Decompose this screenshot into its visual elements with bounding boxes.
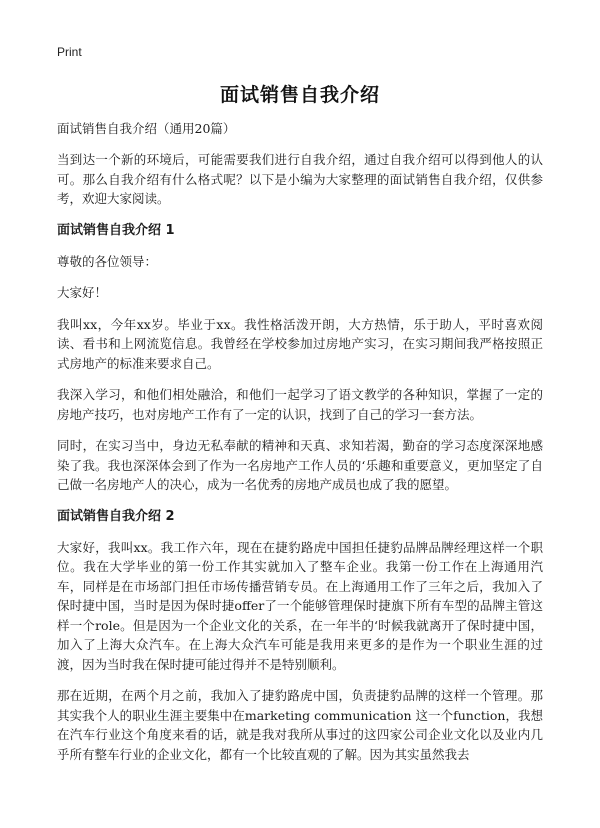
paragraph: 同时，在实习当中，身边无私奉献的精神和天真、求知若渴，勤奋的学习态度深深地感染了我。我也深深体会到了作为一名房地产工作人员的‘乐趣和重要意义，更加坚定了自己做一名房地产人的决心，成为一名优秀的房地产成员也成了我的愿望。 xyxy=(57,438,543,492)
section-heading: 面试销售自我介绍 2 xyxy=(57,508,175,524)
section-heading: 面试销售自我介绍 1 xyxy=(57,222,175,238)
intro-paragraph: 当到达一个新的环境后，可能需要我们进行自我介绍，通过自我介绍可以得到他人的认可。那么自我介绍有什么格式呢？以下是小编为大家整理的面试销售自我介绍，仅供参考，欢迎大家阅读。 xyxy=(57,152,543,206)
document-title: 面试销售自我介绍 xyxy=(219,84,380,106)
paragraph: 我叫xx，今年xx岁。毕业于xx。我性格活泼开朗，大方热情，乐于助人，平时喜欢阅读、看书和上网流览信息。我曾经在学校参加过房地产实习，在实习期间我严格按照正式房地产的标准来要求自己。 xyxy=(57,316,543,371)
paragraph: 那在近期，在两个月之前，我加入了捷豹路虎中国，负责捷豹品牌的这样一个管理。那其实我个人的职业生涯主要集中在marketing communication 这一个function，我想在汽车行业这个角度来看的话，就是我对我所从事过的这四家公司企业文化以及业内几乎所有整车行业的企业文化，都有一个比较直观的了解。因为其实虽然我去 xyxy=(57,688,543,762)
paragraph: 大家好，我叫xx。我工作六年，现在在捷豹路虎中国担任捷豹品牌品牌经理这样一个职位。我在大学毕业的第一份工作其实就加入了整车企业。我第一份工作在上海通用汽车，同样是在市场部门担任市场传播营销专员。在上海通用工作了三年之后，我加入了保时捷中国，当时是因为保时捷offer了一个能够管理保时捷旗下所有车型的品牌主管这样一个role。但是因为一个企业文化的关系，在一年半的‘时候我就离开了保时捷中国，加入了上海大众汽车。在上海大众汽车可能是我用来更多的是作为一个职业生涯的过渡，因为当时我在保时捷可能过得并不是特别顺利。 xyxy=(57,539,543,672)
paragraph: 大家好！ xyxy=(57,285,108,300)
print-link[interactable]: Print xyxy=(57,45,82,59)
paragraph: 我深入学习，和他们相处融洽，和他们一起学习了语文教学的各种知识，掌握了一定的房地产技巧，也对房地产工作有了一定的认识，找到了自己的学习一套方法。 xyxy=(57,387,543,422)
document-subtitle: 面试销售自我介绍（通用20篇） xyxy=(57,121,236,136)
paragraph: 尊敬的各位领导： xyxy=(57,253,158,269)
document-body xyxy=(57,120,543,776)
